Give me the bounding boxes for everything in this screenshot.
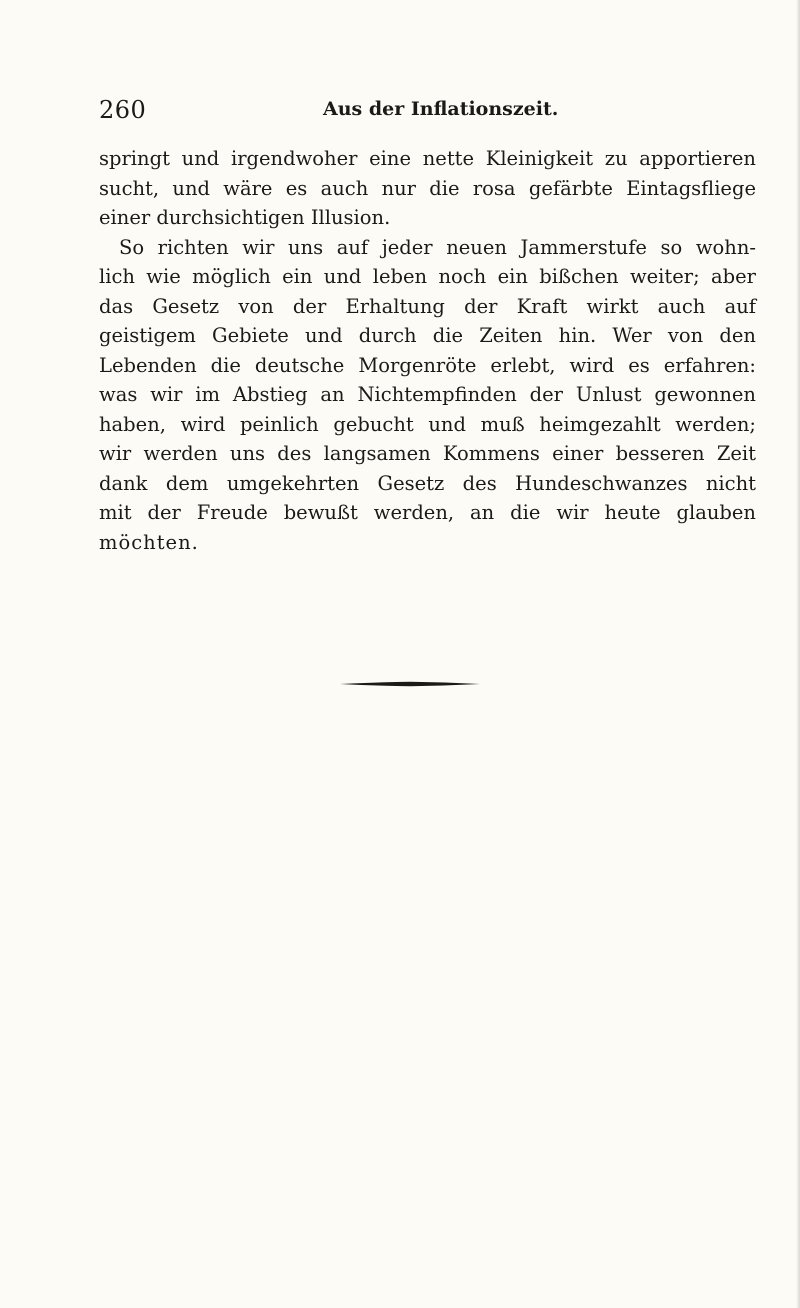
text-line: springt und irgendwoher eine nette Kleinigkeit zu apportieren — [99, 147, 756, 170]
text-line: geistigem Gebiete und durch die Zeiten hin. Wer von den — [99, 324, 756, 347]
page-edge-shadow — [796, 0, 800, 1308]
body-text — [99, 144, 756, 557]
text-line: möchten. — [99, 530, 199, 554]
text-line: mit der Freude bewußt werden, an die wir heute glauben — [99, 501, 756, 524]
text-line: haben, wird peinlich gebucht und muß heimgezahlt werden; — [99, 412, 756, 436]
text-line: sucht, und wäre es auch nur die rosa gefärbte Eintagsfliege — [99, 176, 756, 200]
page-header — [99, 96, 756, 126]
text-line: was wir im Abstieg an Nichtempfinden der Unlust gewonnen — [99, 383, 756, 406]
end-ornament-rule — [340, 681, 480, 687]
running-head: Aus der Inflationszeit. — [323, 98, 559, 120]
text-line: wir werden uns des langsamen Kommens einer besseren Zeit — [99, 442, 756, 465]
text-line: das Gesetz von der Erhaltung der Kraft wirkt auch auf — [99, 294, 756, 318]
text-line: dank dem umgekehrten Gesetz des Hundeschwanzes nicht — [99, 471, 756, 495]
text-line: lich wie möglich ein und leben noch ein bißchen weiter; aber — [99, 265, 756, 288]
text-line: Lebenden die deutsche Morgenröte erlebt, wird es erfahren: — [99, 353, 756, 377]
text-line: So richten wir uns auf jeder neuen Jammerstufe so wohn- — [119, 235, 756, 259]
text-line: einer durchsichtigen Illusion. — [99, 206, 391, 229]
page-number: 260 — [99, 96, 147, 124]
